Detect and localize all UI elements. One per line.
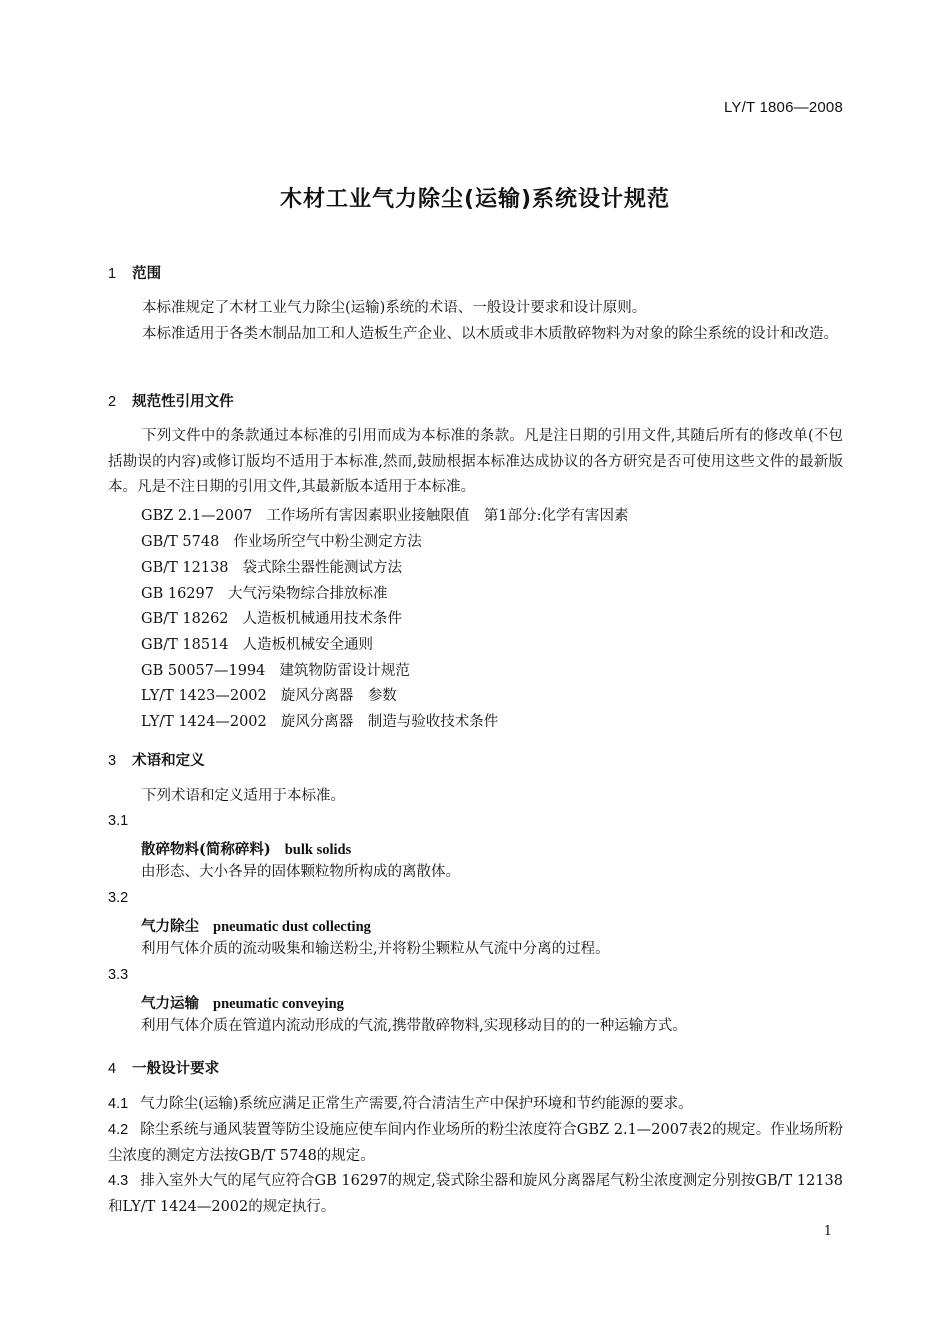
document-title: 木材工业气力除尘(运输)系统设计规范 [279,187,671,212]
reference-title: 作业场所空气中粉尘测定方法 [233,534,422,550]
paragraph: 本标准规定了木材工业气力除尘(运输)系统的术语、一般设计要求和设计原则。 [142,300,647,316]
reference-code: GB/T 12138 [141,560,229,576]
term-number: 3.2 [108,890,129,906]
term-heading [141,915,371,936]
term-heading [141,838,351,859]
section-number: 4 [108,1061,117,1077]
reference-title: 建筑物防雷设计规范 [279,663,410,679]
term-chinese: 散碎物料(简称碎料) [141,841,271,858]
clause-text: 除尘系统与通风装置等防尘设施应使车间内作业场所的粉尘浓度符合GBZ 2.1—2007表2的规定。作业场所粉尘浓度的测定方法按GB/T 5748的规定。 [108,1122,843,1164]
clause-text: 气力除尘(运输)系统应满足正常生产需要,符合清洁生产中保护环境和节约能源的要求。 [140,1096,693,1112]
section-title: 规范性引用文件 [132,394,234,410]
term-chinese: 气力运输 [141,995,199,1012]
term-number: 3.1 [108,813,129,829]
section-heading-general-requirements [108,1057,219,1078]
reference-item [141,504,629,525]
page-number: 1 [823,1224,832,1239]
reference-title: 袋式除尘器性能测试方法 [242,560,403,576]
term-definition: 利用气体介质在管道内流动形成的气流,携带散碎物料,实现移动目的的一种运输方式。 [141,1018,687,1034]
term-english: pneumatic dust collecting [213,919,371,935]
reference-item [141,633,373,654]
reference-item [141,684,397,705]
term-heading [141,992,344,1013]
paragraph: 下列文件中的条款通过本标准的引用而成为本标准的条款。凡是注日期的引用文件,其随后所有的修改单(不包括勘误的内容)或修订版均不适用于本标准,然而,鼓励根据本标准达成协议的各方研究是否可使用这些文件的最新版本。凡是不注日期的引用文件,其最新版本适用于本标准。 [108,428,843,496]
reference-item [141,530,422,551]
section-title: 一般设计要求 [132,1061,220,1077]
reference-title: 人造板机械安全通则 [242,637,374,653]
reference-code: GB/T 5748 [141,534,220,550]
section-number: 2 [108,394,117,410]
reference-title: 旋风分离器 制造与验收技术条件 [280,714,499,730]
section-title: 范围 [132,266,162,282]
clause-number: 4.1 [108,1096,129,1112]
term-chinese: 气力除尘 [141,918,199,935]
reference-item [141,582,387,603]
reference-code: LY/T 1424—2002 [141,714,267,730]
reference-title: 人造板机械通用技术条件 [242,611,403,627]
clause-number: 4.3 [108,1173,129,1189]
reference-code: GB/T 18514 [141,637,229,653]
reference-code: GB 16297 [141,586,214,602]
section-heading-terms-definitions [108,749,205,770]
clause [108,1091,843,1117]
reference-item [141,710,498,731]
clause [108,1117,843,1169]
section-number: 3 [108,753,117,769]
term-number: 3.3 [108,967,129,983]
standard-code: LY/T 1806—2008 [724,99,843,116]
reference-code: GBZ 2.1—2007 [141,508,253,524]
paragraph: 下列术语和定义适用于本标准。 [142,788,345,804]
reference-title: 大气污染物综合排放标准 [227,586,388,602]
reference-item [141,607,402,628]
section-heading-scope [108,262,161,283]
reference-code: GB/T 18262 [141,611,229,627]
term-english: pneumatic conveying [213,996,344,1012]
term-english: bulk solids [284,842,352,858]
section-number: 1 [108,266,117,282]
reference-title: 工作场所有害因素职业接触限值 第1部分:化学有害因素 [266,508,629,524]
reference-code: GB 50057—1994 [141,663,266,679]
clause-text: 排入室外大气的尾气应符合GB 16297的规定,袋式除尘器和旋风分离器尾气粉尘浓度测定分别按GB/T 12138和LY/T 1424—2002的规定执行。 [108,1173,843,1215]
term-definition: 利用气体介质的流动吸集和输送粉尘,并将粉尘颗粒从气流中分离的过程。 [141,941,610,957]
section-title: 术语和定义 [132,753,205,769]
section-heading-normative-references [108,390,234,411]
clause-number: 4.2 [108,1122,129,1138]
reference-item [141,556,402,577]
reference-item [141,659,410,680]
clause [108,1168,843,1220]
reference-title: 旋风分离器 参数 [280,688,397,704]
term-definition: 由形态、大小各异的固体颗粒物所构成的离散体。 [141,864,460,880]
paragraph: 本标准适用于各类木制品加工和人造板生产企业、以木质或非木质散碎物料为对象的除尘系统的设计和改造。 [142,326,838,342]
reference-code: LY/T 1423—2002 [141,688,267,704]
